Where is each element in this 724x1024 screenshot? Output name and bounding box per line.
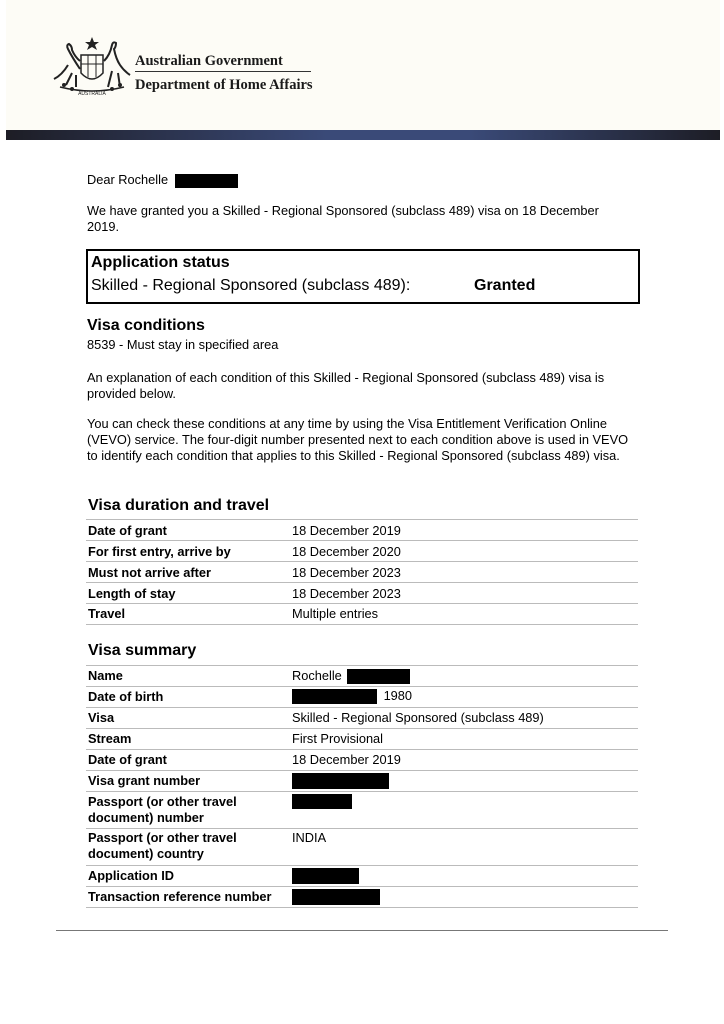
- table-row: Must not arrive after 18 December 2023: [86, 562, 638, 583]
- redaction: [292, 868, 359, 884]
- gov-name: Australian Government: [135, 53, 283, 69]
- table-row: Date of grant 18 December 2019: [86, 520, 638, 541]
- footer-rule: [56, 930, 668, 931]
- application-status-box: [86, 249, 640, 304]
- table-row: Visa Skilled - Regional Sponsored (subclass 489): [86, 708, 638, 729]
- intro-text: We have granted you a Skilled - Regional Sponsored (subclass 489) visa on 18 December 2019.: [87, 203, 599, 234]
- header-divider: [135, 71, 311, 72]
- table-row: Date of birth 1980: [86, 687, 638, 708]
- table-row: Date of grant 18 December 2019: [86, 750, 638, 771]
- letterhead: [6, 0, 720, 130]
- duration-table: [86, 519, 638, 625]
- condition-item: 8539 - Must stay in specified area: [87, 337, 279, 352]
- table-row: Length of stay 18 December 2023: [86, 583, 638, 604]
- table-row: Visa grant number: [86, 771, 638, 792]
- duration-title: Visa duration and travel: [88, 497, 270, 514]
- conditions-explanation: An explanation of each condition of this Skilled - Regional Sponsored (subclass 489) visa is provided below.: [87, 370, 605, 401]
- salutation: Dear Rochelle: [87, 172, 238, 188]
- table-row: Travel Multiple entries: [86, 604, 638, 625]
- vevo-explanation: You can check these conditions at any time by using the Visa Entitlement Verification Online (VEVO) service. The four-digit number presented next to each condition above is used in VEVO to identify each condition that applies to this Skilled - Regional Sponsored (subclass 489) visa.: [87, 416, 629, 463]
- department-name: Department of Home Affairs: [135, 77, 313, 93]
- table-row: Application ID: [86, 866, 638, 887]
- table-row: Name Rochelle: [86, 666, 638, 687]
- conditions-title: Visa conditions: [87, 317, 205, 334]
- table-row: Transaction reference number: [86, 887, 638, 908]
- status-value: Granted: [474, 277, 536, 294]
- coat-of-arms-icon: [50, 35, 134, 97]
- table-row: Stream First Provisional: [86, 729, 638, 750]
- redaction: [347, 669, 410, 684]
- redaction: [292, 889, 380, 905]
- status-label: Skilled - Regional Sponsored (subclass 489):: [91, 277, 411, 294]
- table-row: For first entry, arrive by 18 December 2020: [86, 541, 638, 562]
- status-title: Application status: [91, 254, 230, 271]
- table-row: Passport (or other travel document) number: [86, 792, 638, 829]
- redaction: [292, 689, 377, 704]
- summary-title: Visa summary: [88, 642, 197, 659]
- table-row: Passport (or other travel document) country INDIA: [86, 829, 638, 866]
- svg-text:AUSTRALIA: AUSTRALIA: [78, 91, 106, 97]
- redaction: [175, 174, 238, 188]
- redaction: [292, 773, 389, 789]
- header-band: [6, 130, 720, 140]
- redaction: [292, 794, 352, 809]
- summary-table: [86, 665, 638, 908]
